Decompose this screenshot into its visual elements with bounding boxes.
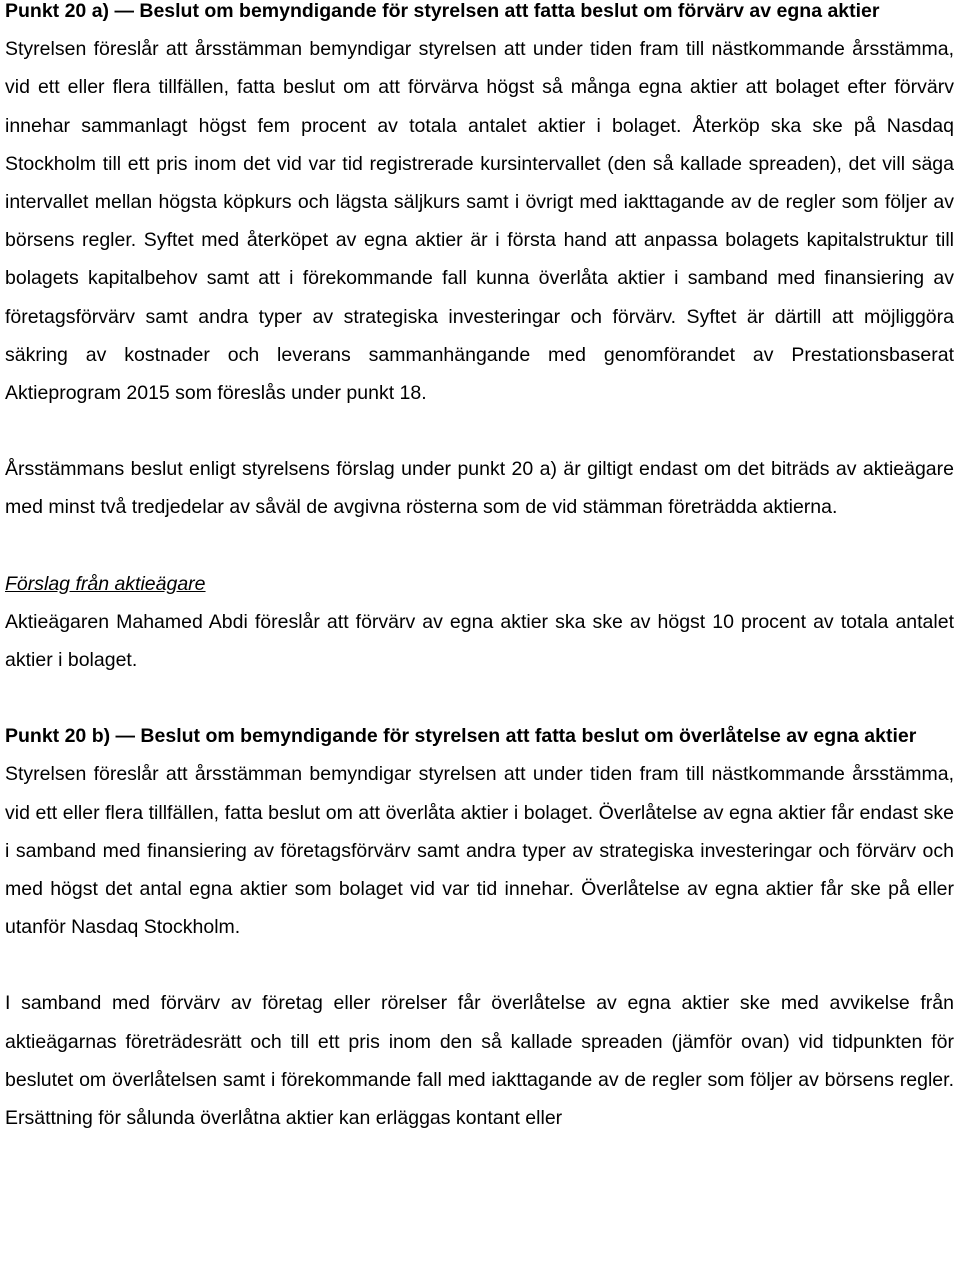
spacer <box>5 412 954 450</box>
section-20b-paragraph-2: I samband med förvärv av företag eller rörelser får överlåtelse av egna aktier ske med avvikelse från aktieägarnas företrädesrätt och till ett pris inom den så kallade spreaden (jämför ovan) vid tidpunkten för beslutet om överlåtelsen samt i förekommande fall med iakttagande av de regler som följer av börsens regler. Ersättning för sålunda överlåtna aktier kan erläggas kontant eller <box>5 992 954 1130</box>
spacer <box>5 679 954 717</box>
section-20a-paragraph-2: Årsstämmans beslut enligt styrelsens förslag under punkt 20 a) är giltigt endast om det biträds av aktieägare med minst två tredjedelar av såväl de avgivna rösterna som de vid stämman företrädda aktierna. <box>5 458 954 519</box>
section-20b-paragraph-1: Styrelsen föreslår att årsstämman bemyndigar styrelsen att under tiden fram till nästkommande årsstämma, vid ett eller flera tillfällen, fatta beslut om att överlåta aktier i bolaget. Överlåtelse av egna aktier får endast ske i samband med finansiering av företagsförvärv samt andra typer av strategiska investeringar och förvärv och med högst det antal egna aktier som bolaget vid var tid innehar. Överlåtelse av egna aktier får ske på eller utanför Nasdaq Stockholm. <box>5 763 954 939</box>
spacer <box>5 946 954 984</box>
section-20b-heading: Punkt 20 b) — Beslut om bemyndigande för styrelsen att fatta beslut om överlåtelse av egna aktier <box>5 725 917 748</box>
spacer <box>5 527 954 565</box>
section-20a-paragraph-1: Styrelsen föreslår att årsstämman bemyndigar styrelsen att under tiden fram till nästkommande årsstämma, vid ett eller flera tillfällen, fatta beslut om att förvärva högst så många egna aktier att bolaget efter förvärv innehar sammanlagt högst fem procent av totala antalet aktier i bolaget. Återköp ska ske på Nasdaq Stockholm till ett pris inom det vid var tid registrerade kursintervallet (den så kallade spreaden), det vill säga intervallet mellan högsta köpkurs och lägsta säljkurs samt i övrigt med iakttagande av de regler som följer av börsens regler. Syftet med återköpet av egna aktier är i första hand att anpassa bolagets kapitalstruktur till bolagets kapitalbehov samt att i förekommande fall kunna överlåta aktier i samband med finansiering av företagsförvärv samt andra typer av strategiska investeringar och förvärv. Syftet är därtill att möjliggöra säkring av kostnader och leverans sammanhängande med genomförandet av Prestationsbaserat Aktieprogram 2015 som föreslås under punkt 18. <box>5 38 954 405</box>
shareholder-proposal-paragraph: Aktieägaren Mahamed Abdi föreslår att förvärv av egna aktier ska ske av högst 10 procent av totala antalet aktier i bolaget. <box>5 610 954 672</box>
section-20a-heading: Punkt 20 a) — Beslut om bemyndigande för styrelsen att fatta beslut om förvärv av egna aktier <box>5 0 880 22</box>
shareholder-proposal-heading: Förslag från aktieägare <box>5 572 206 595</box>
